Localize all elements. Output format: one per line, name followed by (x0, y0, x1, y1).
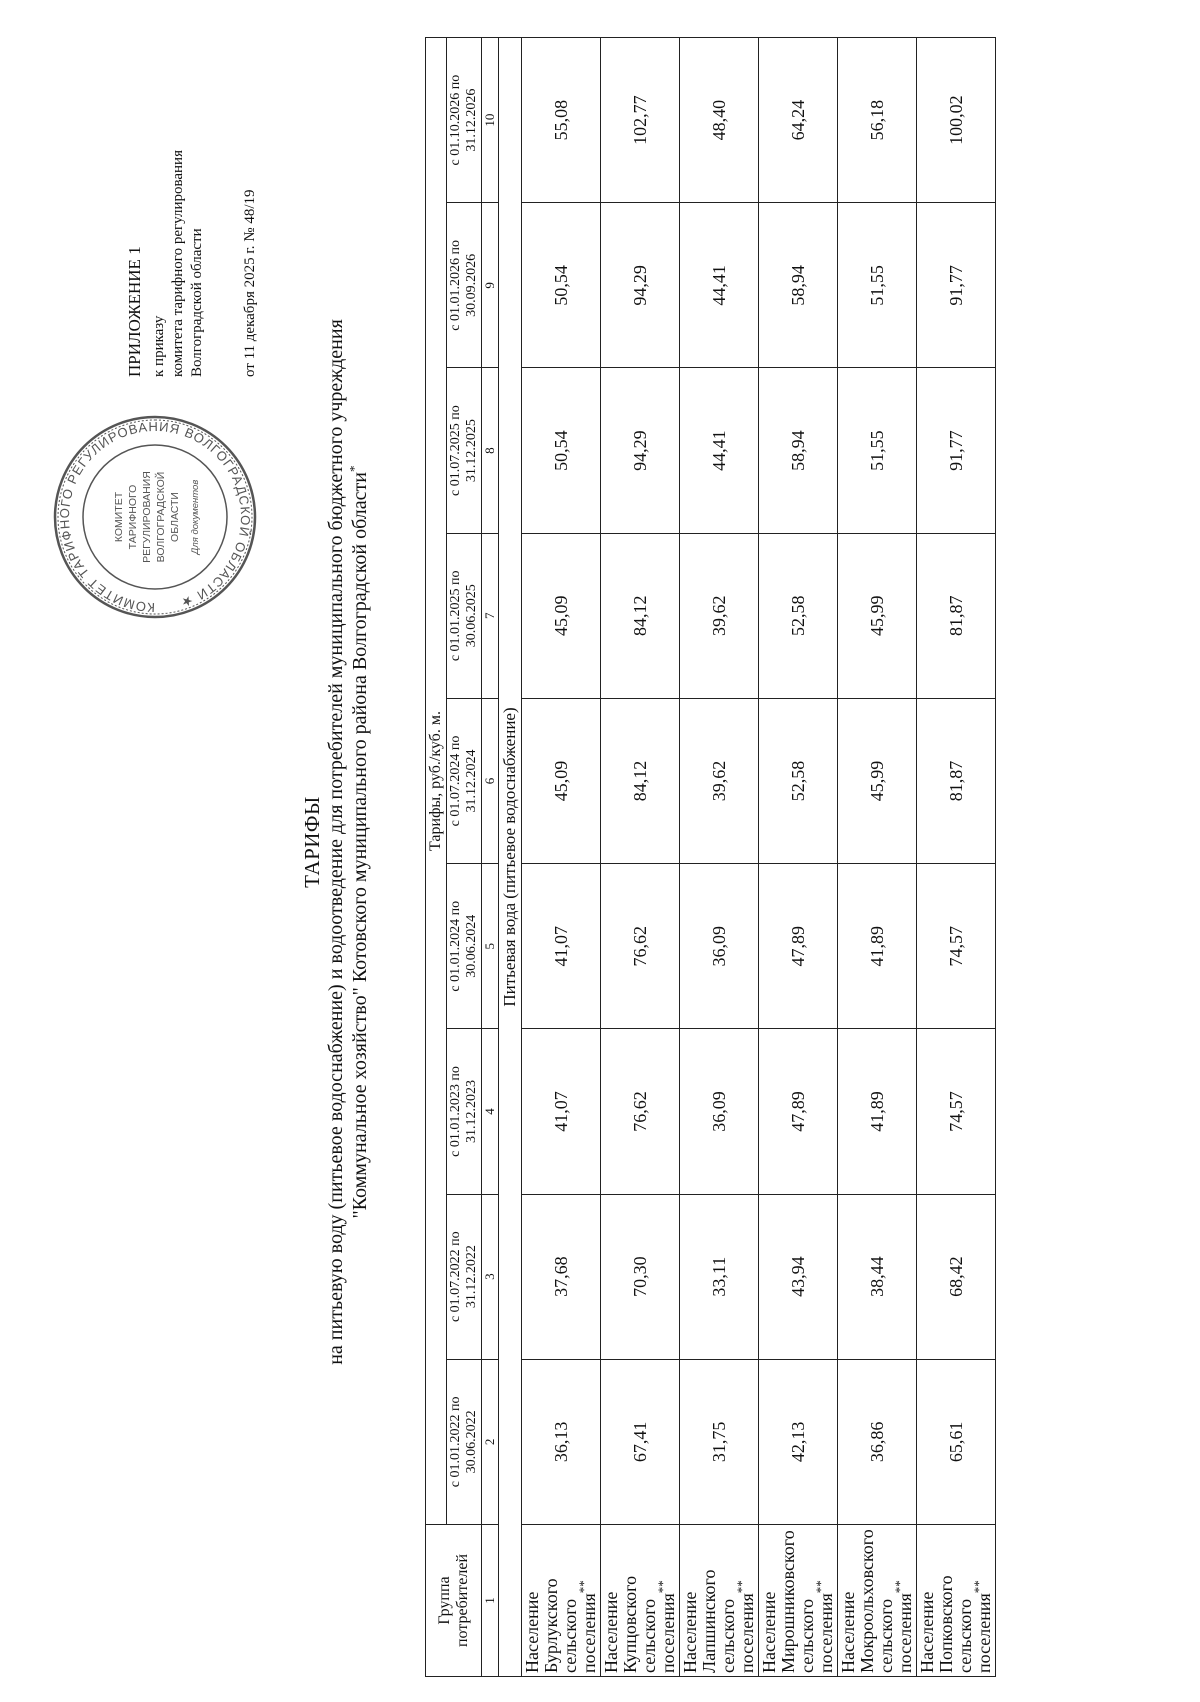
period-header: с 01.01.2023 по 31.12.2023 (447, 1029, 482, 1194)
consumer-group-cell (522, 1525, 601, 1677)
tariffs-header: Тарифы, руб./куб. м. (426, 38, 447, 1525)
period-header: с 01.01.2024 по 30.06.2024 (447, 864, 482, 1029)
tariff-value-cell: 50,54 (522, 203, 601, 368)
tariff-value-cell: 38,44 (838, 1194, 917, 1359)
period-header: с 01.01.2022 по 30.06.2022 (447, 1359, 482, 1524)
group-footnote-mark: ** (655, 1580, 670, 1594)
table-row (680, 38, 759, 1677)
consumer-group-cell (759, 1525, 838, 1677)
column-number: 7 (482, 533, 499, 698)
tariff-value-cell: 41,89 (838, 864, 917, 1029)
column-number-row (482, 38, 499, 1677)
tariff-value-cell: 41,07 (522, 1029, 601, 1194)
appendix-header (125, 17, 260, 377)
tariff-value-cell: 58,94 (759, 368, 838, 533)
tariff-value-cell: 39,62 (680, 533, 759, 698)
column-number: 1 (482, 1525, 499, 1677)
official-seal-stamp (50, 412, 260, 622)
tariff-value-cell: 76,62 (601, 1029, 680, 1194)
table-row (522, 38, 601, 1677)
tariff-value-cell: 33,11 (680, 1194, 759, 1359)
consumer-group-cell (838, 1525, 917, 1677)
svg-text:РЕГУЛИРОВАНИЯ: РЕГУЛИРОВАНИЯ (141, 471, 153, 563)
svg-text:Для документов: Для документов (190, 479, 201, 555)
document-title: ТАРИФЫ (300, 796, 324, 888)
column-number: 9 (482, 203, 499, 368)
tariff-value-cell: 51,55 (838, 203, 917, 368)
period-header: с 01.01.2025 по 30.06.2025 (447, 533, 482, 698)
document-subtitle (324, 102, 372, 1582)
svg-text:ТАРИФНОГО: ТАРИФНОГО (127, 484, 139, 550)
tariff-value-cell: 36,09 (680, 864, 759, 1029)
tariff-table (425, 37, 996, 1677)
document-subtitle-line-2 (348, 102, 372, 1582)
tariff-value-cell: 102,77 (601, 38, 680, 203)
subtitle-footnote-mark: * (346, 465, 362, 473)
period-header: с 01.07.2024 по 31.12.2024 (447, 698, 482, 863)
tariff-value-cell: 91,77 (917, 203, 996, 368)
svg-text:ОБЛАСТИ: ОБЛАСТИ (169, 492, 181, 542)
tariff-value-cell: 67,41 (601, 1359, 680, 1524)
tariff-value-cell: 81,87 (917, 533, 996, 698)
period-header: с 01.07.2025 по 31.12.2025 (447, 368, 482, 533)
period-header: с 01.01.2026 по 30.09.2026 (447, 203, 482, 368)
tariff-value-cell: 36,86 (838, 1359, 917, 1524)
tariff-value-cell: 45,09 (522, 533, 601, 698)
consumer-group-cell (601, 1525, 680, 1677)
appendix-line-1: к приказу (151, 315, 167, 377)
tariff-value-cell: 50,54 (522, 368, 601, 533)
tariff-value-cell: 84,12 (601, 533, 680, 698)
tariff-value-cell: 51,55 (838, 368, 917, 533)
consumer-group-cell (680, 1525, 759, 1677)
table-row (601, 38, 680, 1677)
svg-text:КОМИТЕТ: КОМИТЕТ (113, 491, 125, 543)
table-body (499, 38, 996, 1677)
section-row (499, 38, 522, 1677)
tariff-value-cell: 44,41 (680, 368, 759, 533)
tariff-value-cell: 74,57 (917, 1029, 996, 1194)
tariff-value-cell: 47,89 (759, 1029, 838, 1194)
tariff-value-cell: 47,89 (759, 864, 838, 1029)
tariff-value-cell: 37,68 (522, 1194, 601, 1359)
consumer-group-label: Население Лапшинского сельского поселения (680, 1569, 757, 1673)
column-number: 6 (482, 698, 499, 863)
tariff-value-cell: 84,12 (601, 698, 680, 863)
document-title-block (300, 102, 372, 1582)
column-number: 8 (482, 368, 499, 533)
tariff-value-cell: 48,40 (680, 38, 759, 203)
column-number: 10 (482, 38, 499, 203)
tariff-value-cell: 44,41 (680, 203, 759, 368)
tariff-value-cell: 52,58 (759, 533, 838, 698)
column-number: 3 (482, 1194, 499, 1359)
tariff-value-cell: 68,42 (917, 1194, 996, 1359)
tariff-value-cell: 70,30 (601, 1194, 680, 1359)
tariff-value-cell: 36,09 (680, 1029, 759, 1194)
column-number: 2 (482, 1359, 499, 1524)
group-column-header: Группа потребителей (426, 1525, 482, 1677)
consumer-group-label: Население Мирошниковского сельского поселения (759, 1530, 836, 1673)
appendix-title: ПРИЛОЖЕНИЕ 1 (125, 246, 144, 377)
appendix-line-2: комитета тарифного регулирования (170, 150, 186, 377)
table-row (759, 38, 838, 1677)
tariff-value-cell: 45,99 (838, 533, 917, 698)
tariff-value-cell: 41,89 (838, 1029, 917, 1194)
period-header: с 01.07.2022 по 31.12.2022 (447, 1194, 482, 1359)
group-footnote-mark: ** (734, 1580, 749, 1594)
tariff-value-cell: 65,61 (917, 1359, 996, 1524)
tariff-value-cell: 45,99 (838, 698, 917, 863)
tariff-value-cell: 100,02 (917, 38, 996, 203)
group-footnote-mark: ** (813, 1580, 828, 1594)
group-footnote-mark: ** (971, 1580, 986, 1594)
appendix-date-line: от 11 декабря 2025 г. № 48/19 (242, 189, 258, 377)
consumer-group-label: Население Купцовского сельского поселения (601, 1575, 678, 1673)
appendix-line-3: Волгоградской области (189, 228, 205, 377)
consumer-group-label: Население Бурлукского сельского поселения (522, 1578, 599, 1673)
tariff-value-cell: 43,94 (759, 1194, 838, 1359)
consumer-group-label: Население Попковского сельского поселения (917, 1575, 994, 1673)
tariff-value-cell: 55,08 (522, 38, 601, 203)
tariff-value-cell: 56,18 (838, 38, 917, 203)
tariff-value-cell: 31,75 (680, 1359, 759, 1524)
section-label: Питьевая вода (питьевое водоснабжение) (499, 38, 522, 1677)
tariff-value-cell: 94,29 (601, 368, 680, 533)
document-subtitle-line-1: на питьевую воду (питьевое водоснабжение) и водоотведение для потребителей муниципального бюджетного учреждения (325, 319, 347, 1365)
group-footnote-mark: ** (576, 1580, 591, 1594)
svg-text:КОМИТЕТ ТАРИФНОГО РЕГУЛИРОВАНИ: КОМИТЕТ ТАРИФНОГО РЕГУЛИРОВАНИЯ ВОЛГОГРАДСКОЙ ОБЛАСТИ ★ (56, 418, 254, 616)
table-row (838, 38, 917, 1677)
tariff-value-cell: 36,13 (522, 1359, 601, 1524)
table-header-row-1 (426, 38, 447, 1677)
tariff-value-cell: 52,58 (759, 698, 838, 863)
tariff-value-cell: 64,24 (759, 38, 838, 203)
tariff-value-cell: 42,13 (759, 1359, 838, 1524)
period-header: с 01.10.2026 по 31.12.2026 (447, 38, 482, 203)
consumer-group-cell (917, 1525, 996, 1677)
svg-text:ВОЛГОГРАДСКОЙ: ВОЛГОГРАДСКОЙ (155, 471, 167, 563)
table-row (917, 38, 996, 1677)
tariff-value-cell: 81,87 (917, 698, 996, 863)
tariff-value-cell: 58,94 (759, 203, 838, 368)
group-footnote-mark: ** (892, 1580, 907, 1594)
tariff-value-cell: 41,07 (522, 864, 601, 1029)
consumer-group-label: Население Мокроольховского сельского поселения (838, 1529, 915, 1673)
column-number: 5 (482, 864, 499, 1029)
tariff-value-cell: 45,09 (522, 698, 601, 863)
document-subtitle-line-2-text: "Коммунальное хозяйство" Котовского муниципального района Волгоградской области (349, 472, 371, 1219)
tariff-value-cell: 76,62 (601, 864, 680, 1029)
tariff-value-cell: 39,62 (680, 698, 759, 863)
tariff-value-cell: 74,57 (917, 864, 996, 1029)
period-header-row (447, 38, 482, 1677)
tariff-value-cell: 94,29 (601, 203, 680, 368)
column-number: 4 (482, 1029, 499, 1194)
tariff-value-cell: 91,77 (917, 368, 996, 533)
